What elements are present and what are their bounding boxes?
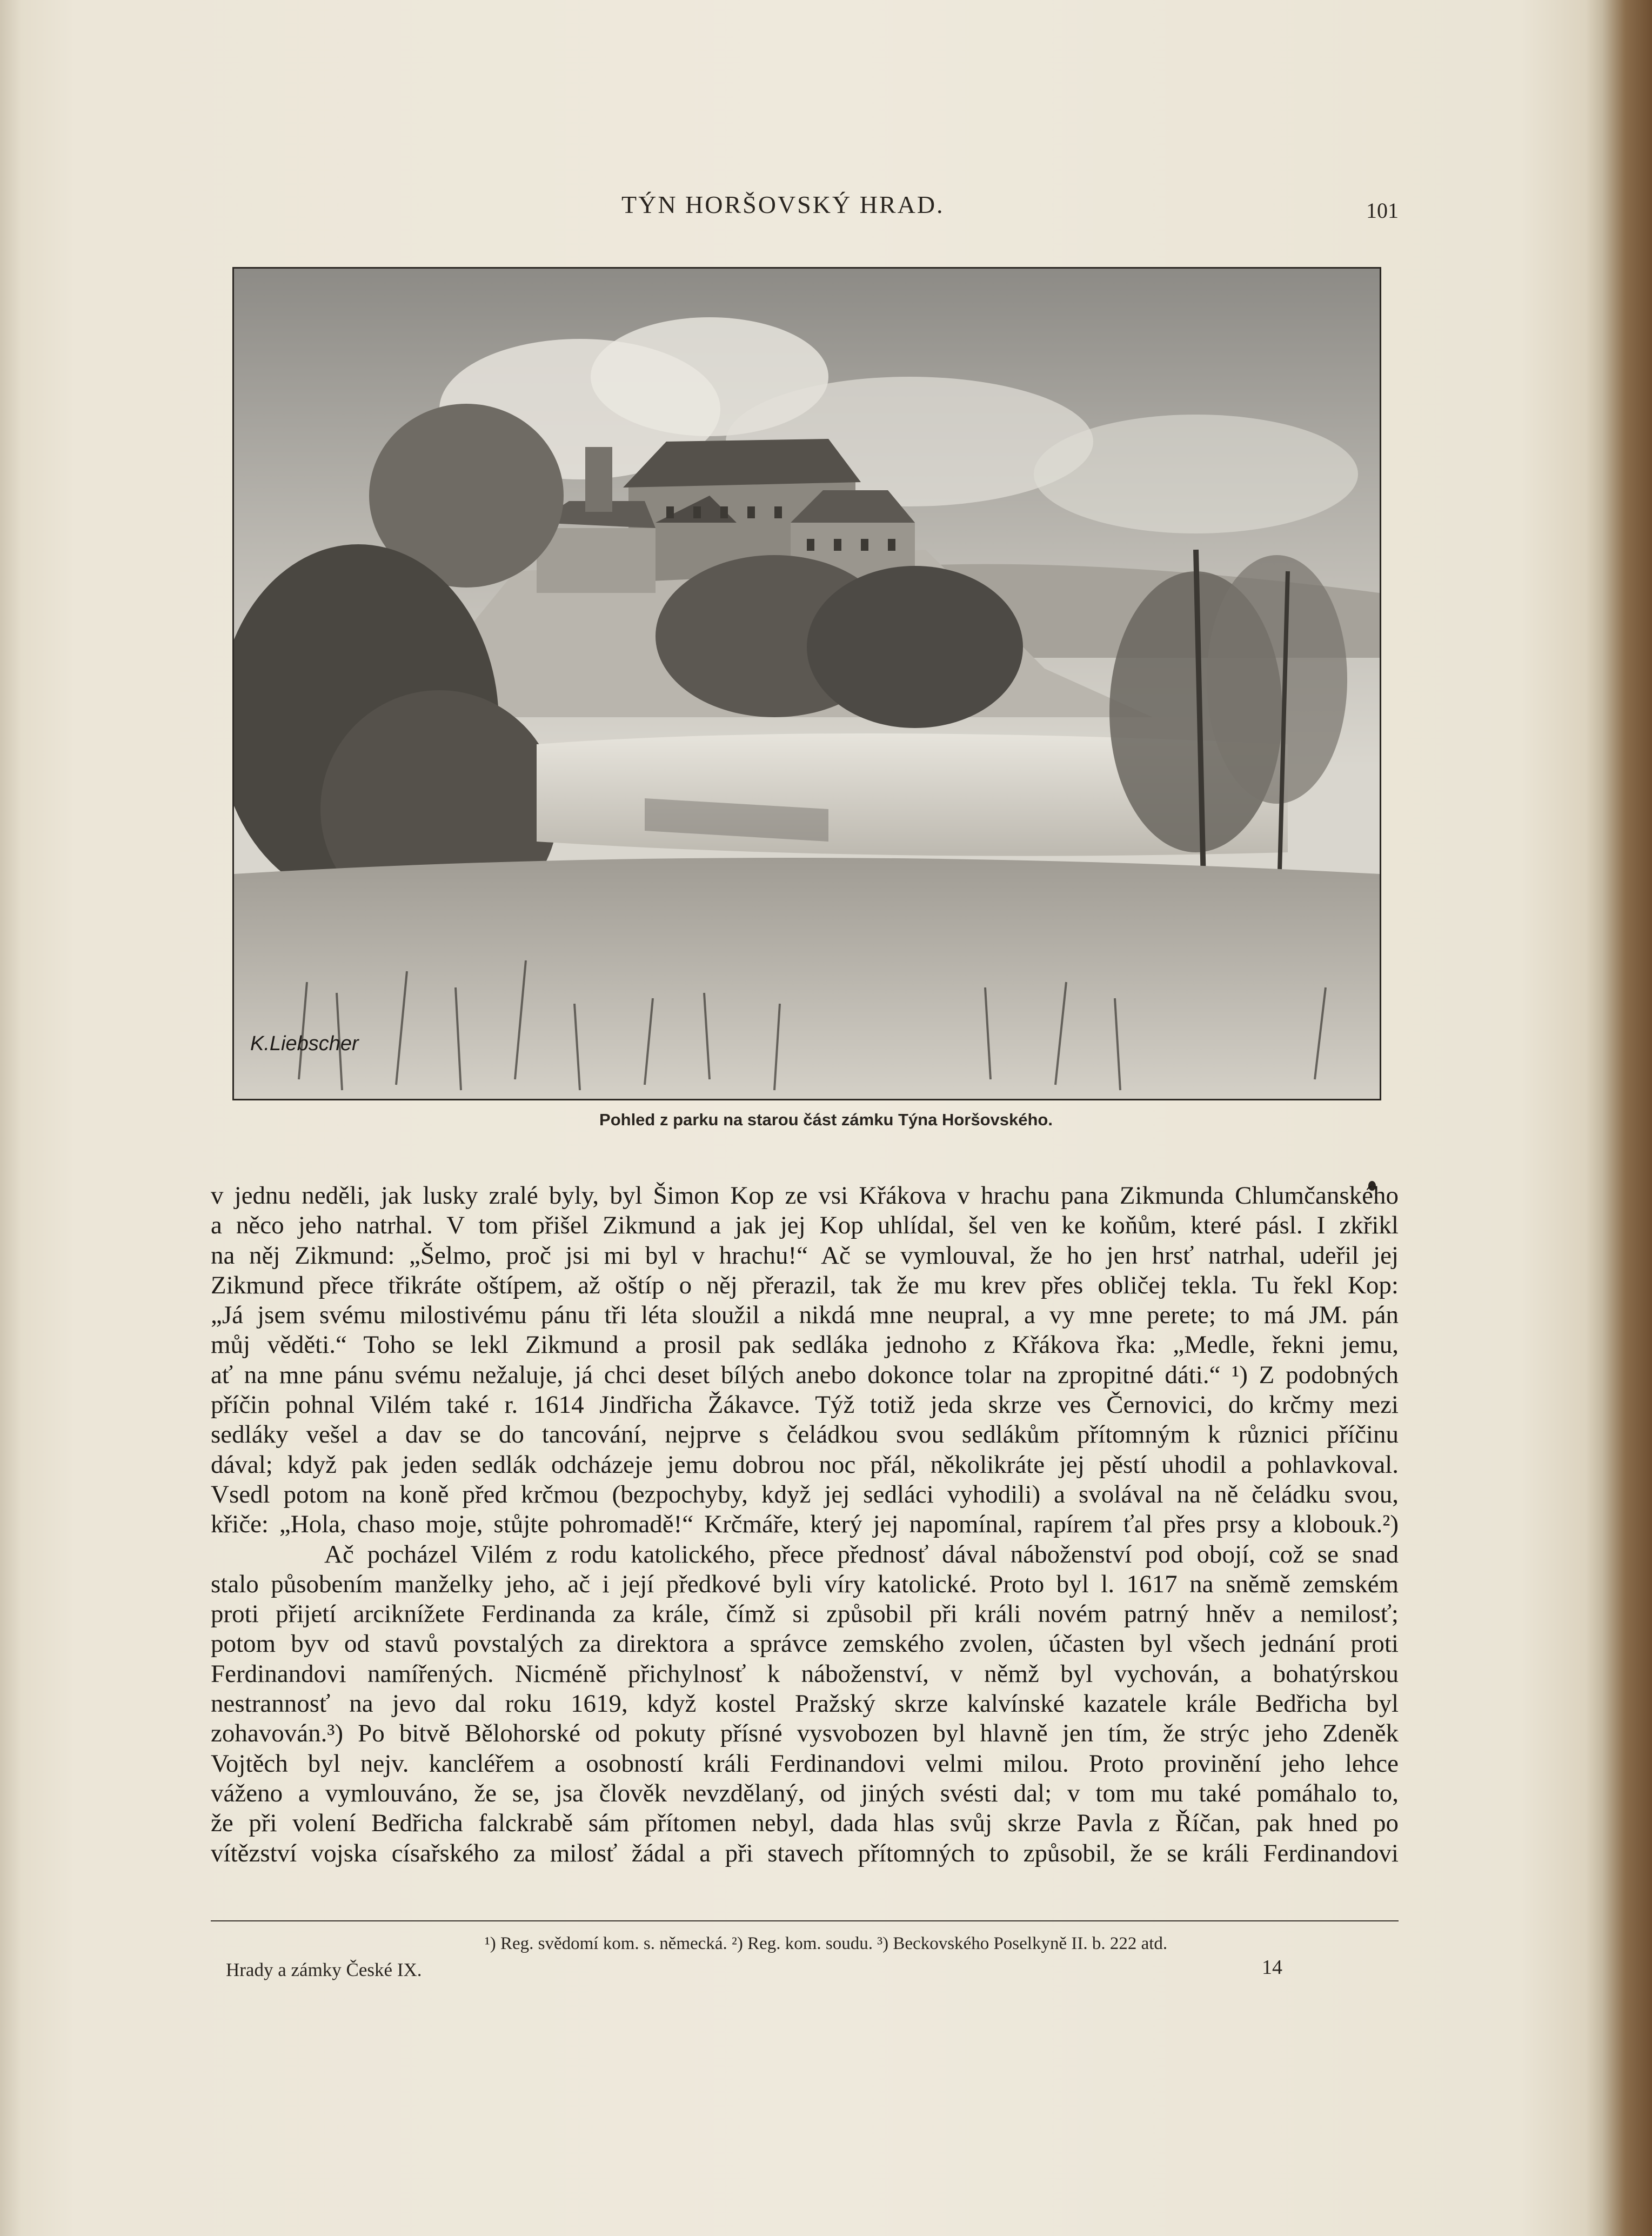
illustration-caption: Pohled z parku na starou část zámku Týna Horšovského. <box>599 1110 1053 1129</box>
body-line: zohavován.³) Po bitvě Bělohorské od pokuty přísné vysvobozen byl hlavně jen tím, že strýc jeho Zdeněk <box>211 1719 1399 1748</box>
body-line: stalo působením manželky jeho, ač i její předkové byli víry katolické. Proto byl l. 1617 na sněmě zemském <box>211 1570 1399 1598</box>
body-line: Ač pocházel Vilém z rodu katolického, přece přednosť dával náboženství pod obojí, což se snad <box>324 1540 1399 1568</box>
body-line: na něj Zikmund: „Šelmo, proč jsi mi byl v hrachu!“ Ač se vymlouval, že ho jen hrsť natrhal, udeřil jej <box>211 1241 1399 1270</box>
artist-signature: K.Liebscher <box>250 1032 359 1055</box>
body-line: Zikmund přece třikráte oštípem, až oštíp o něj přerazil, tak že mu krev přes obličej tekla. Tu řekl Kop: <box>211 1271 1399 1299</box>
body-line: sedláky vešel a dav se do tancování, nejprve s čeládkou svou sedlákům přítomným k různici příčinu <box>211 1420 1399 1449</box>
running-head: TÝN HORŠOVSKÝ HRAD. <box>621 191 945 218</box>
body-line: váženo a vymlouváno, že se, jsa člověk nevzdělaný, od jiných svésti dal; v tom mu také pomáhalo to, <box>211 1779 1399 1807</box>
body-line: a něco jeho natrhal. V tom přišel Zikmund a jak jej Kop uhlídal, šel ven ke koňům, které pásl. I zkřikl <box>211 1211 1399 1240</box>
body-line: potom byv od stavů povstalých za direktora a správce zemského zvolen, účasten byl všech jednání proti <box>211 1630 1399 1658</box>
body-line: že při volení Bedřicha falckrabě sám přítomen nebyl, dada hlas svůj skrze Pavla z Říčan, pak hned po <box>211 1809 1399 1838</box>
body-line: „Já jsem svému milostivému pánu tři léta sloužil a nikdá mne neupral, a vy mne perete; to má JM. pán <box>211 1301 1399 1330</box>
body-line: dával; když pak jeden sedlák odcházeje jemu dobrou noc přál, několikráte jej pěstí uhodil a pohlavkoval. <box>211 1450 1399 1479</box>
body-line: nestrannosť na jevo dal roku 1619, když kostel Pražský skrze kalvínské kazatele krále Bedřicha byl <box>211 1690 1399 1718</box>
body-line: vítězství vojska císařského za milosť žádal a při stavech přítomných to způsobil, že se králi Ferdinandovi <box>211 1839 1399 1867</box>
body-line: Ferdinandovi namířených. Nicméně přichylnosť k náboženství, v němž byl vychován, a bohatýrskou <box>211 1659 1399 1688</box>
page-number: 101 <box>1366 198 1399 223</box>
body-line: Vojtěch byl nejv. kancléřem a osobností králi Ferdinandovi velmi milou. Proto provinění jeho lehce <box>211 1749 1399 1778</box>
footnotes: ¹) Reg. svědomí kom. s. německá. ²) Reg. kom. soudu. ³) Beckovského Poselkyně II. b. 222 atd. <box>484 1934 1168 1953</box>
sheet-number: 14 <box>1262 1956 1282 1979</box>
body-line: křiče: „Hola, chaso moje, stůjte pohromadě!“ Krčmáře, který jej napomínal, rapírem ťal přes prsy a klobouk.²) <box>211 1510 1399 1539</box>
footnote-divider <box>211 1920 1399 1921</box>
body-line: Vsedl potom na koně před krčmou (bezpochyby, když jej sedláci vyhodili) a svolával na ně čeládku svou, <box>211 1480 1399 1509</box>
castle-illustration <box>232 267 1381 1100</box>
engraving-image <box>234 269 1380 1099</box>
body-line: ať na mne pánu svému nežaluje, já chci deset bílých anebo dokonce tolar na zpropitné dáti.“ ¹) Z podobných <box>211 1360 1399 1389</box>
printer-signature-line: Hrady a zámky České IX. <box>226 1959 422 1980</box>
body-text <box>211 1181 1399 1868</box>
body-line: příčin pohnal Vilém také r. 1614 Jindřicha Žákavce. Týž totiž jeda skrze ves Černovici, do krčmy mezi <box>211 1391 1399 1419</box>
body-line: můj věděti.“ Toho se lekl Zikmund a prosil pak sedláka jednoho z Křákova řka: „Medle, řekni jemu, <box>211 1331 1399 1359</box>
body-line: proti přijetí arciknížete Ferdinanda za krále, čímž si způsobil při králi novém patrný hněv a nemilosť; <box>211 1600 1399 1628</box>
body-line: v jednu neděli, jak lusky zralé byly, byl Šimon Kop ze vsi Křákova v hrachu pana Zikmunda Chlumčanského <box>211 1182 1399 1210</box>
